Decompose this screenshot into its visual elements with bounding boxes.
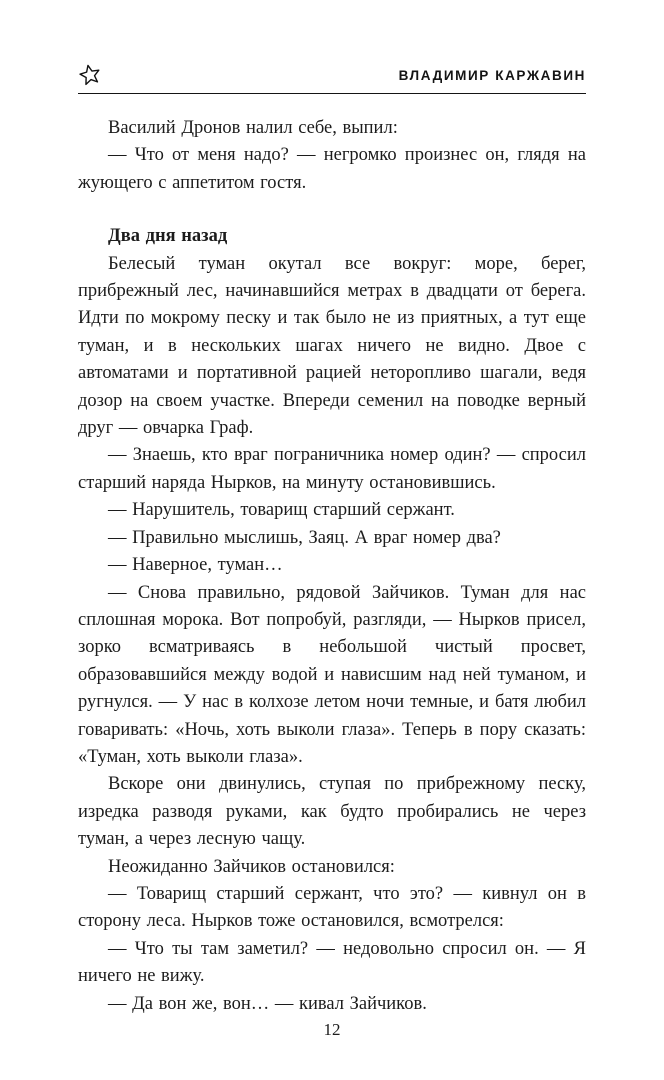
paragraph: Неожиданно Зайчиков остановился: [108,856,395,877]
paragraph: Вскоре они двинулись, ступая по прибрежному песку, изредка разводя руками, как будто пробирались не через туман, а через лесную чащу. [78,774,586,850]
paragraph: — Знаешь, кто враг пограничника номер один? — спросил старший наряда Нырков, на минуту остановившись. [78,445,586,493]
section-heading: Два дня назад [108,226,228,247]
page-footer [0,1020,664,1040]
paragraph: Василий Дронов налил себе, выпил: [108,118,398,138]
paragraph: — Что от меня надо? — негромко произнес он, глядя на жующего с аппетитом гостя. [78,145,586,193]
paragraph: — Наверное, туман… [108,555,283,576]
page-number: 12 [323,1020,341,1039]
star-icon [76,61,104,89]
paragraph: — Снова правильно, рядовой Зайчиков. Туман для нас сплошная морока. Вот попробуй, разгляди, — Нырков присел, зорко всматриваясь в небольшой чистый просвет, образовавшийся между водой и нависшим над ней туманом, и ругнулся. — У нас в колхозе летом ночи темные, и батя любил говаривать: «Ночь, хоть выколи глаза». Теперь в пору сказать: «Туман, хоть выколи глаза». [78,582,586,767]
paragraph: — Правильно мыслишь, Заяц. А враг номер два? [108,527,501,548]
paragraph: — Да вон же, вон… — кивал Зайчиков. [108,993,427,1014]
paragraph: Белесый туман окутал все вокруг: море, берег, прибрежный лес, начинавшийся метрах в двадцати от берега. Идти по мокрому песку и так было не из приятных, а тут еще туман, и в нескольких шагах ничего не видно. Двое с автоматами и портативной рацией неторопливо шагали, ведя дозор на своем участке. Впереди семенил на поводке верный друг — овчарка Граф. [78,253,586,439]
paragraph: — Нарушитель, товарищ старший сержант. [108,500,455,521]
text-block [78,115,586,1018]
paragraph: — Что ты там заметил? — недовольно спросил он. — Я ничего не вижу. [78,938,586,987]
header-rule [78,93,586,94]
page-header [78,62,586,88]
paragraph: — Товарищ старший сержант, что это? — кивнул он в сторону леса. Нырков тоже остановился, всмотрелся: [78,883,586,932]
running-head-author: ВЛАДИМИР КАРЖАВИН [398,67,586,83]
